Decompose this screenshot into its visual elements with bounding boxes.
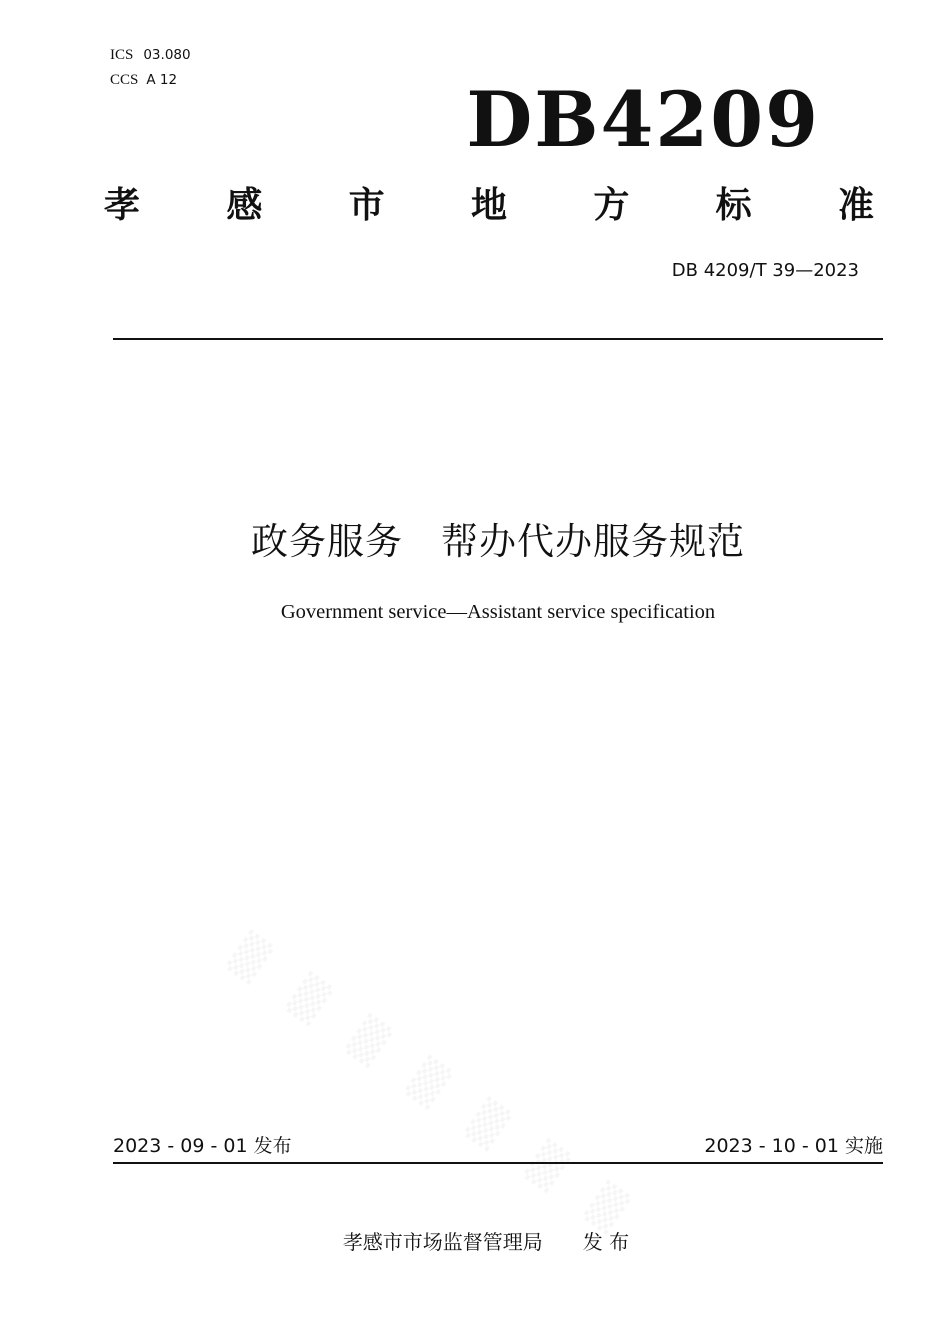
standard-name-char: 孝	[104, 185, 141, 226]
standard-code: DB4209	[466, 75, 820, 164]
document-title-english: Government service—Assistant service specification	[280, 601, 716, 623]
implementation-date: 2023 - 10 - 01 实施	[704, 1135, 883, 1157]
standard-name-char: 感	[226, 185, 263, 226]
document-number: DB 4209/T 39—2023	[671, 260, 859, 281]
publish-date: 2023 - 09 - 01 发布	[113, 1135, 292, 1157]
top-divider	[113, 338, 883, 340]
watermark	[224, 930, 644, 1244]
standard-name-char: 市	[348, 185, 385, 226]
standard-name-char: 准	[837, 185, 874, 226]
standard-name-char: 标	[715, 185, 752, 226]
issuing-authority: 孝感市市场监督管理局 发 布	[342, 1230, 630, 1254]
ics-value: 03.080	[143, 47, 191, 63]
document-title: 政务服务 帮办代办服务规范	[251, 520, 745, 563]
standard-name-char: 方	[593, 185, 630, 226]
standard-name	[104, 184, 874, 228]
ccs-code	[110, 71, 177, 89]
ics-code	[110, 46, 191, 64]
ccs-label: CCS	[110, 72, 139, 88]
ccs-value: A 12	[146, 72, 178, 88]
ics-label: ICS	[110, 47, 134, 63]
bottom-divider	[113, 1162, 883, 1164]
standard-name-char: 地	[470, 185, 507, 226]
